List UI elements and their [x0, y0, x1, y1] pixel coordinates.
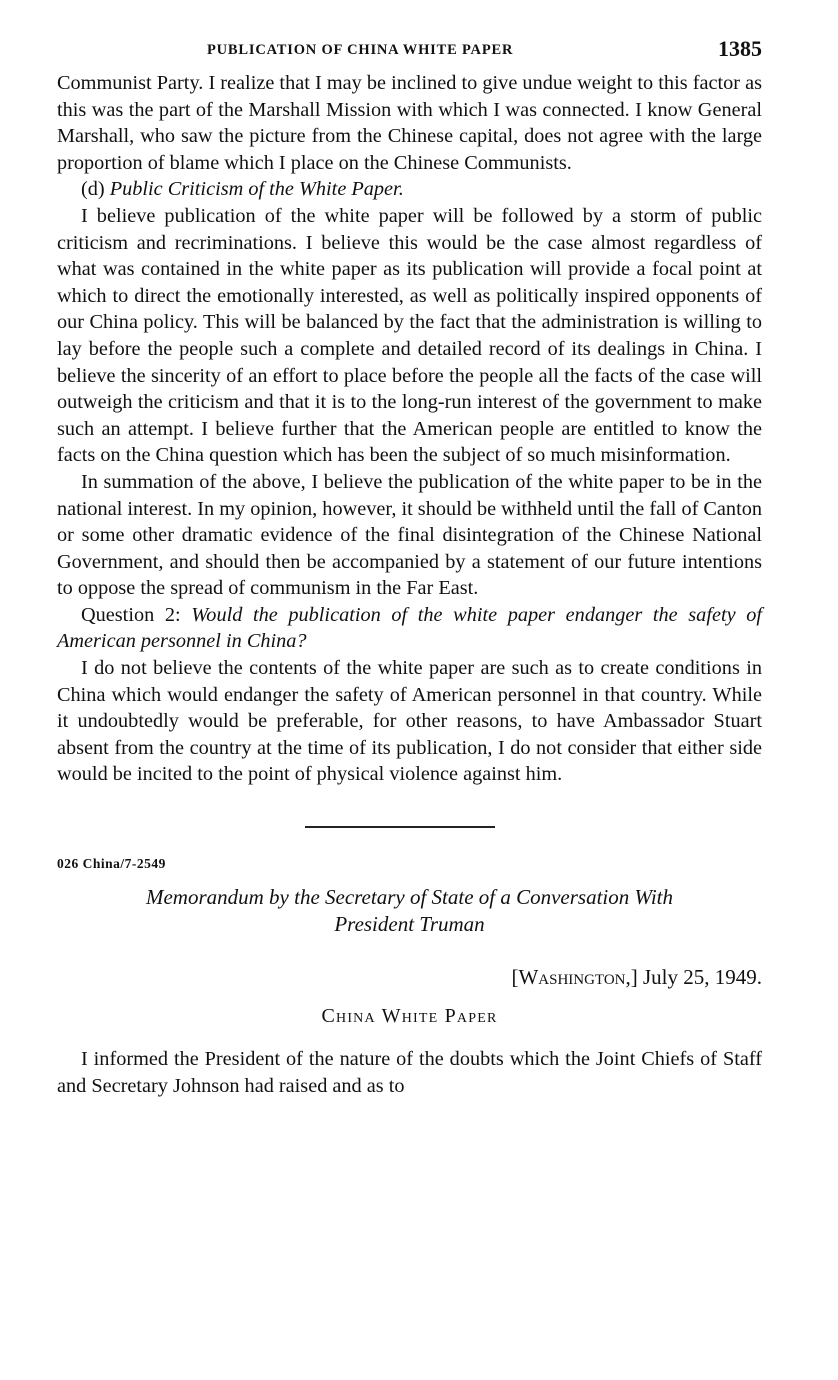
dateline-place: [Washington,] — [511, 965, 638, 990]
body-paragraph: Communist Party. I realize that I may be inclined to give undue weight to this factor as this was the part of the Marshall Mission with which I was connected. I know General Marshall, who saw the picture from the Chinese capital, does not agree with the large proportion of blame which I place on the Chinese Communists. — [57, 72, 762, 174]
section-d-heading — [57, 176, 762, 203]
document-page — [57, 34, 762, 1099]
body-paragraph: I believe publication of the white paper will be followed by a storm of public criticism and recriminations. I believe this would be the case almost regardless of what was contained in the white paper as its publication will provide a focal point at which to direct the emotionally interested, as well as politically inspired opponents of our China policy. This will be balanced by the fact that the administration is willing to lay before the people such a complete and detailed record of its dealings in China. I believe the sincerity of an effort to place before the people all the facts of the case will outweigh the criticism and that it is to the long-run interest of the government to make such an attempt. I believe further that the American people are entitled to know the facts on the China question which has been the subject of so much misinformation. — [57, 204, 762, 467]
dateline-date: July 25, 1949. — [642, 965, 762, 990]
section-divider — [305, 826, 495, 828]
section-d-title: Public Criticism of the White Paper. — [109, 178, 404, 201]
question-2-label: Question 2: — [81, 603, 181, 626]
body-paragraph: I do not believe the contents of the white paper are such as to create conditions in China which would endanger the safety of American personnel in that country. While it undoubtedly would be preferable, for other reasons, to have Ambassador Stuart absent from the country at the time of its publication, I do not consider that either side would be incited to the point of physical violence against him. — [57, 657, 762, 786]
running-title: PUBLICATION OF CHINA WHITE PAPER — [207, 42, 514, 58]
memorandum-title — [57, 884, 762, 938]
dateline — [57, 964, 762, 991]
section-heading: China White Paper — [321, 1005, 498, 1028]
memorandum-title-line: Memorandum by the Secretary of State of a Conversation With — [145, 885, 674, 910]
running-head — [57, 34, 762, 70]
body-paragraph: In summation of the above, I believe the publication of the white paper to be in the national interest. In my opinion, however, it should be withheld until the fall of Canton or some other dramatic evidence of the final disintegration of the Chinese National Government, and should then be accompanied by a statement of our future intentions to oppose the spread of communism in the Far East. — [57, 470, 762, 600]
file-number: 026 China/7-2549 — [57, 856, 166, 872]
section-d-label: (d) — [81, 178, 105, 201]
memorandum-title-line: President Truman — [334, 912, 485, 937]
question-2-text: Would the publication of the white paper endanger the safety of American personnel in China? — [57, 603, 762, 653]
document-body — [57, 70, 762, 788]
memorandum-body — [57, 1046, 762, 1099]
question-2 — [57, 602, 762, 655]
body-paragraph: I informed the President of the nature of the doubts which the Joint Chiefs of Staff and Secretary Johnson had raised and as to — [57, 1048, 762, 1097]
page-number: 1385 — [718, 36, 762, 61]
